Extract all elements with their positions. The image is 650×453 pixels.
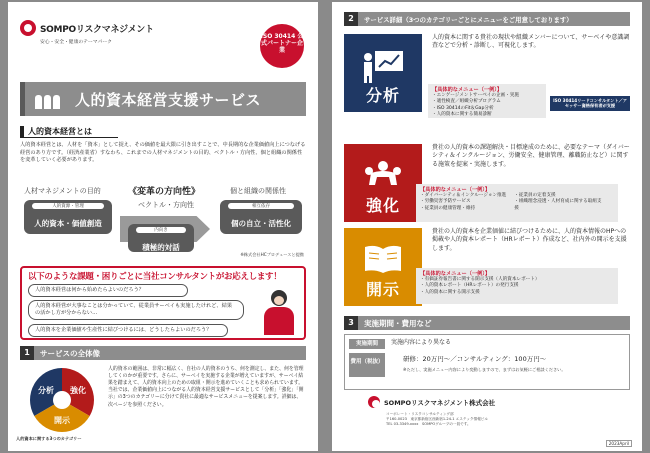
footer-company: SOMPOリスクマネジメント株式会社 [384, 398, 496, 407]
section-1-header [20, 346, 306, 360]
fee-note: ※ただし、実施メニュー内容により変動しますので、まずはお気軽にご相談ください。 [403, 367, 566, 372]
sompo-logo-icon [20, 20, 36, 36]
category-circle [30, 368, 94, 432]
open-book-icon [361, 243, 405, 277]
enhance-menu [416, 184, 618, 222]
box-independence [220, 200, 302, 234]
circle-caption: 人的資本に関する3つのカテゴリー [16, 436, 82, 441]
vector-label: ベクトル・方向性 [138, 201, 194, 209]
fee-value: 研修：20万円～／コンサルティング：100万円～ [403, 355, 547, 363]
speech-bubble: 人的資本経営は何から始めたらよいのだろう？ [28, 284, 188, 297]
menu-item: ・有価証券報告書に関する開示支援（人的資本レポート） [420, 277, 540, 282]
box-center-caption: 内向き [136, 227, 186, 233]
box-left-main: 人的資本・価値創造 [34, 219, 102, 228]
box-left-caption: 人的資源・管理 [32, 203, 104, 209]
box-dialogue [128, 224, 194, 252]
title-banner [20, 82, 306, 116]
analysis-menu [428, 84, 546, 118]
section-number: 2 [344, 12, 358, 26]
right-heading: 個と組織の関係性 [230, 187, 286, 195]
fee-label: 費用（税抜） [349, 353, 385, 377]
iso-consultant-note: ISO 30414リードコンサルタント／アセッサー資格保有者が支援 [550, 96, 630, 111]
period-value: 実施内容により異なる [391, 339, 452, 346]
what-is-body: 人的資本経営とは、人材を「資本」として捉え、その価値を最大限に引き出すことで、中長期的な企業価値向上につなげる経営のあり方です。（経済産業省）すなわち、これまでの人材マネジメントの目的、ベクトル・方向性、個と組織の関係性を変革していく必要があります。 [20, 142, 306, 164]
section-3-header [344, 316, 630, 330]
menu-item: ・労働災害予防サービス [420, 199, 471, 205]
page-right [332, 2, 642, 451]
company-name: SOMPOリスクマネジメント [40, 24, 154, 35]
version-label: 2023April [606, 440, 632, 447]
transformation-diagram [20, 180, 306, 264]
company-tagline: 安心・安全・健康のテーマパーク [40, 40, 112, 45]
strength-icon [361, 159, 405, 193]
menu-title: 【具体的なメニュー（一例）】 [420, 271, 491, 277]
challenge-box [20, 266, 306, 340]
footer-address [386, 412, 488, 427]
menu-item: ・人的資本レポート（HRレポート）の発行支援 [420, 283, 519, 289]
menu-item: ・ダイバーシティ＆インクルージョン推進 [420, 193, 507, 198]
section-number: 3 [344, 316, 358, 330]
menu-item: ・人的資本に関する開示支援 [420, 289, 480, 295]
center-heading: 《変革の方向性》 [128, 187, 201, 197]
what-is-heading: 人的資本経営とは [20, 126, 118, 138]
company-logo [20, 20, 154, 36]
challenge-title: 以下のような課題・困りごとに当社コンサルタントがお応えします！ [28, 272, 282, 282]
section-1-body: 人的資本の範囲は、非常に幅広く、自社の人的資本のうち、何を測定し、また、何を管理してくのかが重要です。さらに、サーベイを実施する企業が増えていますが、サーベイ結果を踏まえて、人的資本向上のための取組・開示を進めていくことも求められています。当社では、企業価値向上につながる人的資本経営支援サービスとして「分析」「強化」「開示」の3つのカテゴリーに分けて貴社に最適なサービスメニューを提案します。詳細は、次ページを参照ください。 [108, 366, 304, 408]
enhance-tile [344, 144, 422, 222]
category-description: 貴社の人的資本を企業価値に結びつけるために、人的資本情報のHPへの掲載や人的資本レポート（HRレポート）作成など、社内外の開示を支援します。 [432, 228, 627, 252]
menu-title: 【具体的なメニュー（一例）】 [420, 187, 491, 193]
menu-item: ・人的資本に関する簡易診断 [432, 112, 492, 118]
section-title: 実施期間・費用など [364, 318, 432, 328]
category-name: 分析 [365, 86, 400, 105]
address-line: コーポレート・リスクコンサルティング部 [386, 412, 454, 416]
disclose-tile [344, 228, 422, 306]
menu-item: ・従業員の定着支援 [514, 193, 556, 198]
box-human-capital [24, 200, 112, 234]
speech-bubble: 人的資本を企業価値や生産性に結びつけるには、どうしたらよいのだろう？ [28, 324, 228, 337]
page-title: 人的資本経営支援サービス [75, 90, 262, 109]
period-fee-box [344, 334, 630, 390]
iso-partner-badge: ISO 30414 公式パートナー企業 [260, 24, 304, 68]
menu-item: ・ISO 30414のFit＆Gap分析 [432, 105, 494, 111]
menu-item: ・エンゲージメントサーベイの企画・実施 [432, 93, 519, 98]
section-number: 1 [20, 346, 34, 360]
category-description: 貴社の人的資本の課題解決・目標達成のために、必要なテーマ（ダイバーシティ＆インクルージョン、労働安全、健康管理、離職防止など）に関する施策を提案・実施します。 [432, 144, 630, 168]
circle-label-analysis: 分析 [38, 385, 54, 395]
partner-note: ※株式会社HCプロデュースと提携 [240, 252, 304, 257]
circle-label-enhance: 強化 [70, 385, 86, 395]
address-line: 〒160-0023 東京都新宿区西新宿1-24-1 エステック情報ビル [386, 416, 488, 421]
category-description: 人的資本に関する貴社の現状や組織メンバーについて、サーベイや意識調査などで分析・診断し、可視化します。 [432, 34, 630, 50]
left-heading: 人材マネジメントの目的 [24, 187, 101, 195]
sompo-logo-icon [368, 396, 380, 408]
box-right-caption: 相互依存 [228, 203, 294, 209]
menu-title: 【具体的なメニュー（一例）】 [432, 87, 503, 93]
box-right-main: 個の自立・活性化 [231, 219, 291, 228]
box-center-main: 積極的対話 [142, 243, 180, 252]
category-name: 強化 [365, 196, 400, 215]
disclose-menu [416, 268, 618, 304]
menu-item: ・組織理念浸透・人材育成に関する取組支援 [514, 199, 602, 211]
speech-bubble: 人的資本経営が大事なことは分かっていて、従業員サーベイも実施したけれど、結果の活かし方が分からない… [28, 300, 244, 320]
section-title: サービス詳細（3つのカテゴリーごとにメニューをご用意しております） [364, 15, 573, 24]
contact-line: TEL 03-3349-xxxx SOMPOグループの一員です。 [386, 421, 471, 426]
analysis-tile [344, 34, 422, 112]
presentation-icon [361, 49, 405, 83]
consultant-illustration [262, 290, 296, 336]
page-left [8, 2, 318, 451]
menu-item: ・適性検査／組織分析プログラム [432, 99, 501, 105]
section-2-header [344, 12, 630, 26]
period-label: 実施期間 [349, 339, 385, 349]
category-name: 開示 [365, 280, 400, 299]
people-icon [35, 89, 63, 109]
section-title: サービスの全体像 [40, 348, 100, 358]
menu-item: ・従業員の健康管理・維持 [420, 205, 476, 211]
circle-label-disclose: 開示 [54, 415, 70, 425]
footer-logo [368, 396, 495, 408]
